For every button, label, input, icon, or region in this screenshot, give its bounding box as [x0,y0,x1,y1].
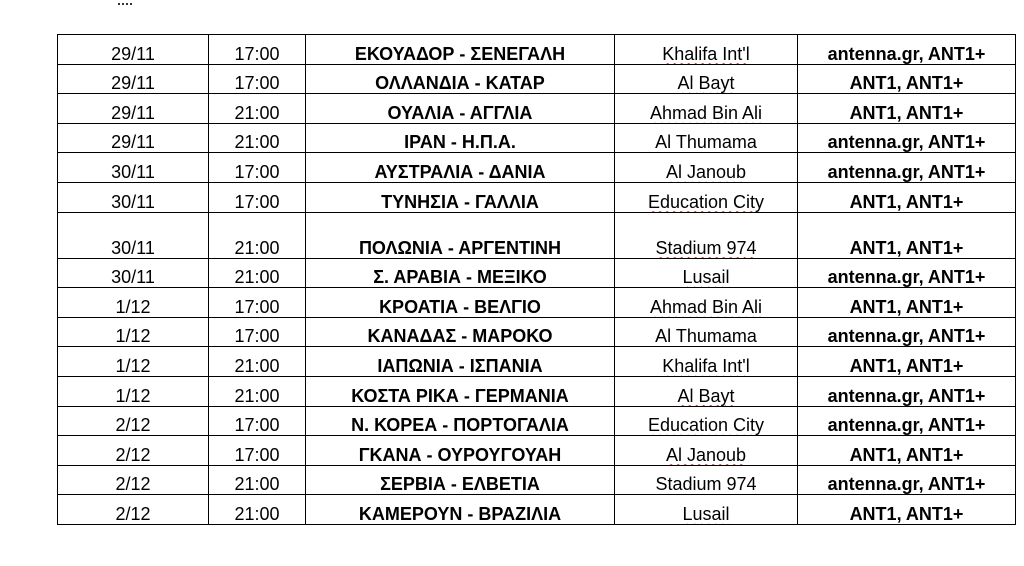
stadium-cell [615,94,798,124]
stadium-cell [615,347,798,377]
table-row [58,182,1016,212]
time-cell: 21:00 [209,465,306,495]
stadium-cell [615,212,798,258]
date-cell: 1/12 [58,347,209,377]
stadium-cell [615,495,798,525]
match-cell: ΓΚΑΝΑ - ΟΥΡΟΥΓΟΥΑΗ [306,436,615,466]
match-cell: ΠΟΛΩΝΙΑ - ΑΡΓΕΝΤΙΝΗ [306,212,615,258]
stadium-name: Education City [647,415,765,436]
table-row [58,64,1016,94]
table-row [58,288,1016,318]
date-cell: 30/11 [58,212,209,258]
tv-channel-cell: ANT1, ANT1+ [798,94,1016,124]
table-row [58,123,1016,153]
time-cell: 17:00 [209,182,306,212]
stadium-name: Education City [647,191,765,212]
table-row [58,436,1016,466]
stadium-name: Khalifa Int'l [662,43,750,64]
stadium-cell [615,436,798,466]
stadium-name: Khalifa Int'l [662,355,750,376]
tv-channel-cell: ANT1, ANT1+ [798,288,1016,318]
table-row [58,35,1016,65]
stadium-name: Lusail [682,267,730,288]
table-row [58,347,1016,377]
stadium-name: Stadium 974 [655,237,757,258]
time-cell: 21:00 [209,347,306,377]
tv-channel-cell: ANT1, ANT1+ [798,182,1016,212]
stadium-cell [615,153,798,183]
date-cell: 2/12 [58,465,209,495]
date-cell: 29/11 [58,35,209,65]
time-cell: 17:00 [209,436,306,466]
time-cell: 17:00 [209,153,306,183]
stadium-cell [615,406,798,436]
stadium-name: Ahmad Bin Ali [649,102,763,123]
match-schedule-table [57,34,1016,525]
table-row [58,94,1016,124]
date-cell: 29/11 [58,64,209,94]
date-cell: 1/12 [58,317,209,347]
time-cell: 17:00 [209,288,306,318]
match-cell: ΣΕΡΒΙΑ - ΕΛΒΕΤΙΑ [306,465,615,495]
stadium-cell [615,317,798,347]
time-cell: 17:00 [209,35,306,65]
stadium-cell [615,376,798,406]
stadium-name: Al Thumama [655,132,757,153]
tv-channel-cell: antenna.gr, ANT1+ [798,317,1016,347]
stadium-cell [615,123,798,153]
time-cell: 21:00 [209,123,306,153]
stadium-cell [615,288,798,318]
match-cell: ΕΚΟΥΑΔΟΡ - ΣΕΝΕΓΑΛΗ [306,35,615,65]
tv-channel-cell: ANT1, ANT1+ [798,64,1016,94]
cropped-heading-fragment [118,0,132,5]
stadium-cell [615,465,798,495]
time-cell: 21:00 [209,495,306,525]
table-row [58,212,1016,258]
time-cell: 21:00 [209,376,306,406]
stadium-name: Al Janoub [665,444,747,465]
time-cell: 21:00 [209,258,306,288]
table-row [58,153,1016,183]
date-cell: 2/12 [58,406,209,436]
tv-channel-cell: antenna.gr, ANT1+ [798,465,1016,495]
match-cell: ΙΡΑΝ - Η.Π.Α. [306,123,615,153]
stadium-name: Al Bayt [677,385,735,406]
stadium-cell [615,258,798,288]
stadium-name: Al Janoub [665,161,747,182]
date-cell: 29/11 [58,94,209,124]
tv-channel-cell: antenna.gr, ANT1+ [798,406,1016,436]
date-cell: 2/12 [58,436,209,466]
tv-channel-cell: ANT1, ANT1+ [798,347,1016,377]
tv-channel-cell: ANT1, ANT1+ [798,212,1016,258]
stadium-cell [615,35,798,65]
date-cell: 30/11 [58,258,209,288]
match-cell: ΚΡΟΑΤΙΑ - ΒΕΛΓΙΟ [306,288,615,318]
tv-channel-cell: antenna.gr, ANT1+ [798,258,1016,288]
match-cell: ΤΥΝΗΣΙΑ - ΓΑΛΛΙΑ [306,182,615,212]
stadium-name: Al Bayt [677,73,735,94]
table-row [58,406,1016,436]
date-cell: 29/11 [58,123,209,153]
time-cell: 21:00 [209,212,306,258]
table-row [58,495,1016,525]
match-cell: ΚΑΜΕΡΟΥΝ - ΒΡΑΖΙΛΙΑ [306,495,615,525]
time-cell: 21:00 [209,94,306,124]
time-cell: 17:00 [209,317,306,347]
date-cell: 30/11 [58,153,209,183]
match-cell: ΑΥΣΤΡΑΛΙΑ - ΔΑΝΙΑ [306,153,615,183]
time-cell: 17:00 [209,406,306,436]
date-cell: 1/12 [58,376,209,406]
tv-channel-cell: antenna.gr, ANT1+ [798,123,1016,153]
date-cell: 2/12 [58,495,209,525]
tv-channel-cell: ANT1, ANT1+ [798,436,1016,466]
match-cell: ΚΟΣΤΑ ΡΙΚΑ - ΓΕΡΜΑΝΙΑ [306,376,615,406]
stadium-name: Ahmad Bin Ali [649,296,763,317]
time-cell: 17:00 [209,64,306,94]
tv-channel-cell: antenna.gr, ANT1+ [798,376,1016,406]
tv-channel-cell: antenna.gr, ANT1+ [798,153,1016,183]
tv-channel-cell: ANT1, ANT1+ [798,495,1016,525]
stadium-cell [615,182,798,212]
table-row [58,376,1016,406]
tv-channel-cell: antenna.gr, ANT1+ [798,35,1016,65]
date-cell: 30/11 [58,182,209,212]
match-cell: Σ. ΑΡΑΒΙΑ - ΜΕΞΙΚΟ [306,258,615,288]
match-cell: ΟΥΑΛΙΑ - ΑΓΓΛΙΑ [306,94,615,124]
match-cell: ΚΑΝΑΔΑΣ - ΜΑΡΟΚΟ [306,317,615,347]
date-cell: 1/12 [58,288,209,318]
stadium-name: Stadium 974 [655,474,757,495]
stadium-cell [615,64,798,94]
stadium-name: Al Thumama [655,326,757,347]
table-row [58,465,1016,495]
stadium-name: Lusail [682,503,730,524]
table-row [58,317,1016,347]
match-cell: ΟΛΛΑΝΔΙΑ - ΚΑΤΑΡ [306,64,615,94]
table-row [58,258,1016,288]
match-cell: Ν. ΚΟΡΕΑ - ΠΟΡΤΟΓΑΛΙΑ [306,406,615,436]
match-cell: ΙΑΠΩΝΙΑ - ΙΣΠΑΝΙΑ [306,347,615,377]
